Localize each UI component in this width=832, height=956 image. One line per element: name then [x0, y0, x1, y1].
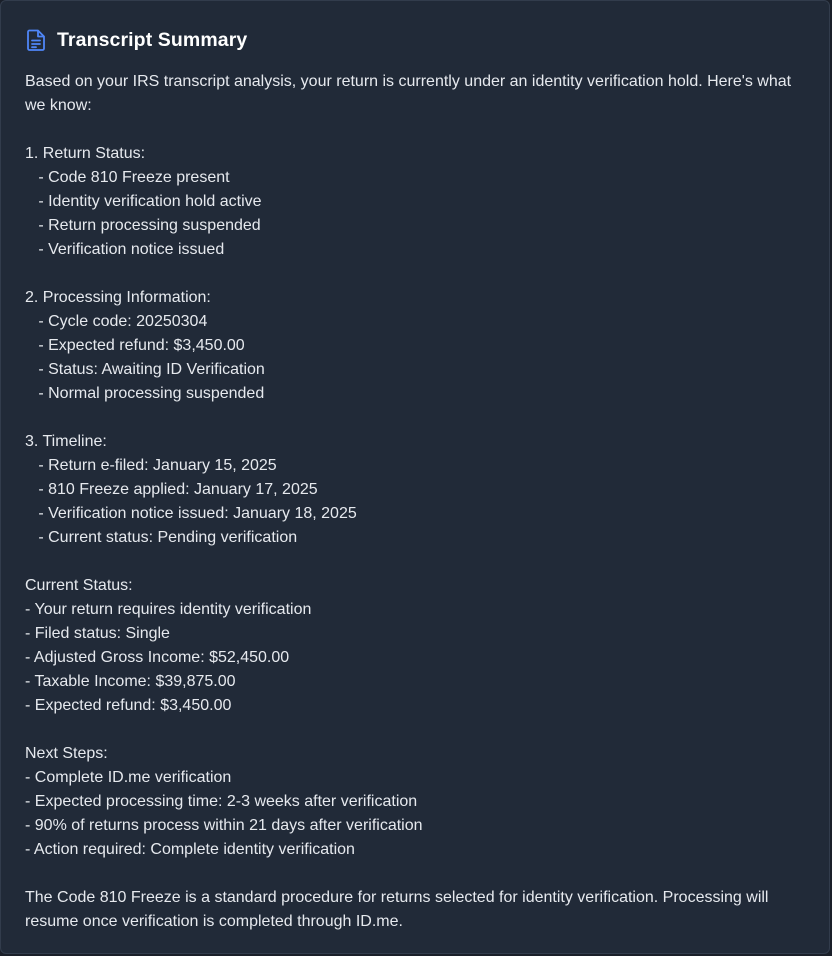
section-heading-return-status: 1. Return Status:: [25, 145, 146, 162]
list-item: - Code 810 Freeze present: [25, 169, 230, 186]
summary-body: [25, 70, 815, 934]
list-item: - Complete ID.me verification: [25, 769, 232, 786]
panel-title: Transcript Summary: [57, 28, 248, 51]
list-item: - 810 Freeze applied: January 17, 2025: [25, 481, 318, 498]
list-item: - Return processing suspended: [25, 217, 261, 234]
list-item: - Taxable Income: $39,875.00: [25, 673, 236, 690]
intro-text: Based on your IRS transcript analysis, your return is currently under an identity verification hold. Here's what we know:: [25, 73, 792, 114]
list-item: - Cycle code: 20250304: [25, 313, 208, 330]
list-item: - Normal processing suspended: [25, 385, 265, 402]
list-item: - Return e-filed: January 15, 2025: [25, 457, 277, 474]
closing-text: The Code 810 Freeze is a standard procedure for returns selected for identity verification. Processing will resume once verification is completed through ID.me.: [25, 889, 769, 930]
list-item: - Current status: Pending verification: [25, 529, 298, 546]
list-item: - Verification notice issued: January 18, 2025: [25, 505, 357, 522]
section-heading-current-status: Current Status:: [25, 577, 133, 594]
section-heading-next-steps: Next Steps:: [25, 745, 108, 762]
list-item: - Expected processing time: 2-3 weeks after verification: [25, 793, 418, 810]
list-item: - Action required: Complete identity verification: [25, 841, 355, 858]
section-heading-processing-information: 2. Processing Information:: [25, 289, 211, 306]
list-item: - Status: Awaiting ID Verification: [25, 361, 265, 378]
list-item: - Identity verification hold active: [25, 193, 262, 210]
list-item: - Verification notice issued: [25, 241, 225, 258]
document-icon: [25, 28, 47, 52]
list-item: - Your return requires identity verification: [25, 601, 312, 618]
list-item: - Expected refund: $3,450.00: [25, 697, 232, 714]
panel-header: [25, 27, 247, 53]
section-heading-timeline: 3. Timeline:: [25, 433, 107, 450]
list-item: - Expected refund: $3,450.00: [25, 337, 245, 354]
list-item: - Adjusted Gross Income: $52,450.00: [25, 649, 290, 666]
list-item: - 90% of returns process within 21 days after verification: [25, 817, 423, 834]
list-item: - Filed status: Single: [25, 625, 170, 642]
